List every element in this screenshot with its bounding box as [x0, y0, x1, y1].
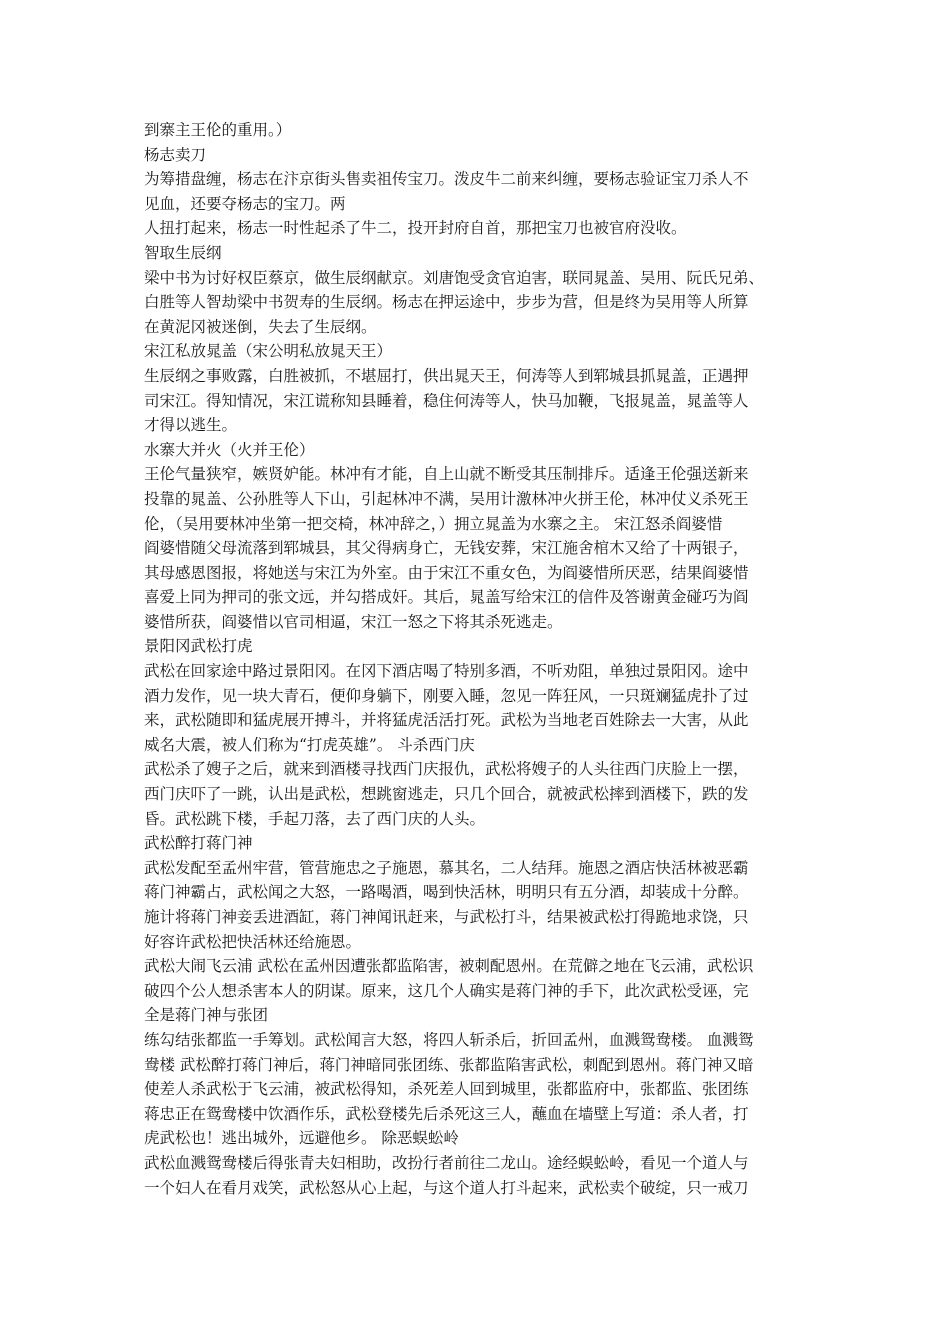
text-line: 水寨大并火（火并王伦） [144, 440, 315, 459]
text-line: 武松在回家途中路过景阳冈。在冈下酒店喝了特别多酒，不听劝阻，单独过景阳冈。途中 [144, 662, 749, 681]
text-line: 西门庆吓了一跳，认出是武松，想跳窗逃走，只几个回合，就被武松摔到酒楼下，跌的发 [144, 785, 749, 804]
text-line: 司宋江。得知情况，宋江谎称知县睡着，稳住何涛等人，快马加鞭，飞报晁盖，晁盖等人 [144, 391, 749, 410]
text-line: 练勾结张都监一手筹划。武松闻言大怒，将四人斩杀后，折回孟州，血溅鸳鸯楼。 血溅鸳 [144, 1030, 754, 1049]
text-line: 一个妇人在看月戏笑，武松怒从心上起，与这个道人打斗起来，武松卖个破绽，只一戒刀 [144, 1178, 749, 1197]
text-line: 在黄泥冈被迷倒，失去了生辰纲。 [144, 317, 377, 336]
text-line: 喜爱上同为押司的张文远，并勾搭成奸。其后，晁盖写给宋江的信件及答谢黄金碰巧为阎 [144, 588, 749, 607]
text-line: 酒力发作，见一块大青石，便仰身躺下，刚要入睡，忽见一阵狂风，一只斑斓猛虎扑了过 [144, 686, 749, 705]
text-line: 威名大震，被人们称为“打虎英雄”。 斗杀西门庆 [144, 735, 475, 754]
document-body-text [144, 118, 816, 1200]
text-line: 蒋忠正在鸳鸯楼中饮酒作乐，武松登楼先后杀死这三人，蘸血在墙壁上写道：杀人者，打 [144, 1104, 749, 1123]
text-line: 宋江私放晁盖（宋公明私放晁天王） [144, 342, 393, 361]
text-line: 婆惜所获，阎婆惜以官司相逼，宋江一怒之下将其杀死逃走。 [144, 612, 563, 631]
text-line: 投靠的晁盖、公孙胜等人下山，引起林冲不满，吴用计激林冲火拼王伦，林冲仗义杀死王 [144, 489, 749, 508]
text-line: 梁中书为讨好权臣蔡京，做生辰纲献京。刘唐饱受贪官迫害，联同晁盖、吴用、阮氏兄弟、 [144, 268, 765, 287]
text-line: 到寨主王伦的重用。） [144, 121, 292, 139]
text-line: 使差人杀武松于飞云浦，被武松得知，杀死差人回到城里，张都监府中，张都监、张团练 [144, 1080, 749, 1099]
text-line: 其母感恩图报，将她送与宋江为外室。由于宋江不重女色，为阎婆惜所厌恶，结果阎婆惜 [144, 563, 749, 582]
text-line: 施计将蒋门神妾丢进酒缸，蒋门神闻讯赶来，与武松打斗，结果被武松打得跪地求饶，只 [144, 908, 749, 926]
text-line: 智取生辰纲 [144, 243, 222, 262]
text-line: 武松大闹飞云浦 武松在孟州因遭张都监陷害，被刺配恩州。在荒僻之地在飞云浦，武松识 [144, 957, 754, 976]
text-line: 全是蒋门神与张团 [144, 1006, 269, 1025]
text-line: 白胜等人智劫梁中书贺寿的生辰纲。杨志在押运途中，步步为营，但是终为吴用等人所算 [144, 293, 749, 312]
text-line: 来，武松随即和猛虎展开搏斗，并将猛虎活活打死。武松为当地老百姓除去一大害，从此 [144, 711, 749, 730]
text-line: 虎武松也！逃出城外，远避他乡。 除恶蜈蚣岭 [144, 1129, 459, 1148]
text-line: 伦，（吴用要林冲坐第一把交椅，林冲辞之，）拥立晁盖为水寨之主。 宋江怒杀阎婆惜 [144, 514, 723, 533]
text-line: 武松醉打蒋门神 [144, 834, 253, 853]
text-line: 为筹措盘缠，杨志在汴京街头售卖祖传宝刀。泼皮牛二前来纠缠，要杨志验证宝刀杀人不 [144, 170, 749, 189]
text-line: 鸯楼 武松醉打蒋门神后，蒋门神暗同张团练、张都监陷害武松，刺配到恩州。蒋门神又暗 [144, 1055, 754, 1074]
text-line: 景阳冈武松打虎 [144, 637, 253, 656]
text-line: 王伦气量狭窄，嫉贤妒能。林冲有才能，自上山就不断受其压制排斥。适逢王伦强送新来 [144, 465, 749, 484]
text-line: 武松杀了嫂子之后，就来到酒楼寻找西门庆报仇，武松将嫂子的人头往西门庆脸上一摆， [144, 760, 749, 779]
text-line: 才得以逃生。 [144, 416, 238, 435]
text-line: 好容许武松把快活林还给施恩。 [144, 932, 362, 951]
text-line: 蒋门神霸占，武松闻之大怒，一路喝酒，喝到快活林，明明只有五分酒，却装成十分醉。 [144, 883, 749, 902]
text-line: 人扭打起来，杨志一时性起杀了牛二，投开封府自首，那把宝刀也被官府没收。 [144, 219, 687, 238]
text-line: 昏。武松跳下楼，手起刀落，去了西门庆的人头。 [144, 809, 486, 828]
text-line: 杨志卖刀 [144, 145, 207, 164]
text-line: 武松发配至孟州牢营，管营施忠之子施恩，慕其名，二人结拜。施恩之酒店快活林被恶霸 [144, 858, 749, 877]
text-line: 见血，还要夺杨志的宝刀。两 [144, 194, 346, 213]
text-line: 阎婆惜随父母流落到郓城县，其父得病身亡，无钱安葬，宋江施舍棺木又给了十两银子， [144, 539, 749, 558]
text-line: 生辰纲之事败露，白胜被抓，不堪屈打，供出晁天王，何涛等人到郓城县抓晁盖，正遇押 [144, 366, 749, 385]
text-line: 破四个公人想杀害本人的阴谋。原来，这几个人确实是蒋门神的手下，此次武松受诬，完 [144, 981, 749, 1000]
text-line: 武松血溅鸳鸯楼后得张青夫妇相助，改扮行者前往二龙山。途经蜈蚣岭，看见一个道人与 [144, 1153, 749, 1172]
